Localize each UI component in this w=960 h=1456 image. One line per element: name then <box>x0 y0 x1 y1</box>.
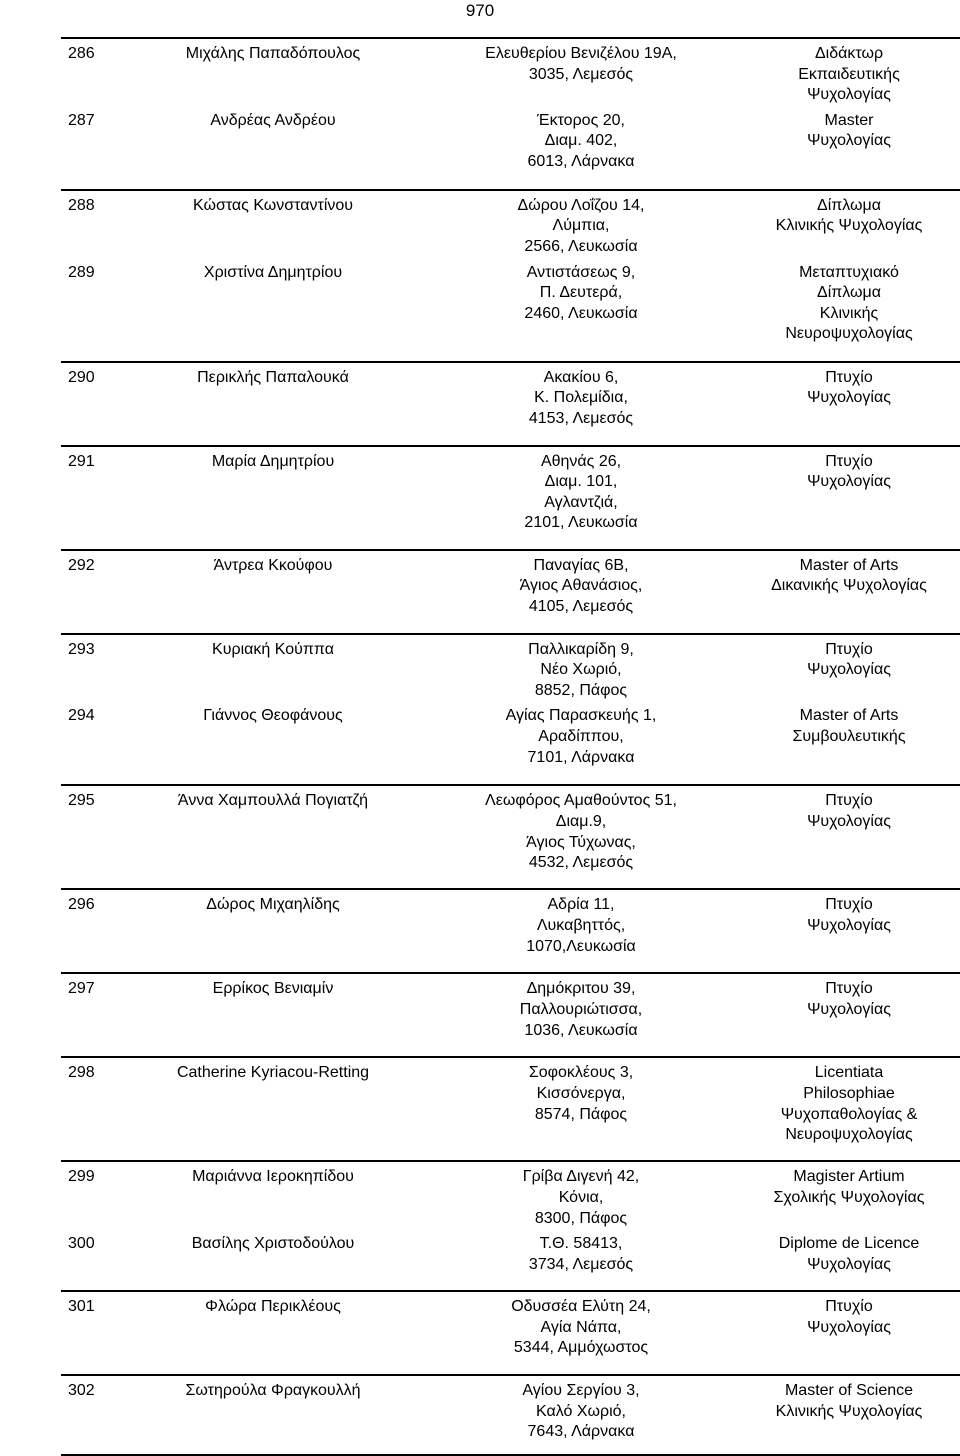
entry-address-line: Αγία Νάπα, <box>540 1318 622 1336</box>
entry-address-line: Άγιος Τύχωνας, <box>526 833 636 851</box>
entry-name <box>120 1229 426 1291</box>
entry-qualification <box>736 701 960 785</box>
entry-address-line: 7101, Λάρνακα <box>527 748 635 766</box>
entry-address <box>426 258 736 362</box>
table-row <box>61 38 960 106</box>
entry-number <box>61 889 120 973</box>
entry-number-line: 298 <box>68 1064 95 1082</box>
entry-qualification <box>736 106 960 190</box>
table-row <box>61 701 960 785</box>
entry-address-line: 8300, Πάφος <box>534 1209 628 1227</box>
entry-qualification <box>736 785 960 889</box>
entry-name <box>120 1057 426 1161</box>
entry-qualification-line: Ψυχολογίας <box>807 1000 891 1018</box>
entry-qualification-line: Ψυχολογίας <box>807 916 891 934</box>
entry-qualification <box>736 1161 960 1229</box>
entry-number-line: 289 <box>68 263 95 281</box>
entry-qualification <box>736 1291 960 1375</box>
page-number: 970 <box>465 1 495 20</box>
entry-name-line: Ερρίκος Βενιαμίν <box>212 980 334 998</box>
entry-address-line: 7643, Λάρνακα <box>527 1423 635 1441</box>
entry-number <box>61 1229 120 1291</box>
entry-qualification-line: Κλινικής Ψυχολογίας <box>775 217 923 235</box>
entry-qualification-line: Δικανικής Ψυχολογίας <box>771 577 927 595</box>
entry-qualification-line: Εκπαιδευτικής <box>798 65 900 83</box>
entry-name-line: Άντρεα Κκούφου <box>213 556 333 574</box>
entry-address-line: Αγίας Παρασκευής 1, <box>505 707 657 725</box>
entry-name-line: Βασίλης Χριστοδούλου <box>191 1235 355 1253</box>
entry-name-line: Κυριακή Κούππα <box>212 640 334 658</box>
entry-number <box>61 1161 120 1229</box>
entry-number <box>61 38 120 106</box>
table-row <box>61 1057 960 1161</box>
entry-name-line: Μαριάννα Ιεροκηπίδου <box>192 1168 354 1186</box>
entry-address-line: Αντιστάσεως 9, <box>526 263 636 281</box>
entry-number-line: 297 <box>68 980 95 998</box>
entry-address-line: Νέο Χωριό, <box>540 661 622 679</box>
entry-name-line: Χριστίνα Δημητρίου <box>203 263 343 281</box>
entry-qualification <box>736 973 960 1057</box>
entry-qualification-line: Master of Arts <box>799 707 899 725</box>
entry-address <box>426 889 736 973</box>
entry-number <box>61 550 120 634</box>
entry-address <box>426 1375 736 1455</box>
entry-address <box>426 1161 736 1229</box>
entry-address-line: Λεωφόρος Αμαθούντος 51, <box>485 792 677 810</box>
entry-qualification-line: Πτυχίο <box>825 792 873 810</box>
entry-address-line: Δημόκριτου 39, <box>526 980 636 998</box>
entry-number-line: 293 <box>68 640 95 658</box>
entry-address-line: Διαμ.9, <box>555 812 607 830</box>
entry-address <box>426 1057 736 1161</box>
entry-address-line: Λύμπια, <box>552 217 610 235</box>
entry-number-line: 294 <box>68 707 95 725</box>
entry-address-line: Σοφοκλέους 3, <box>528 1064 634 1082</box>
entry-address-line: Καλό Χωριό, <box>536 1402 626 1420</box>
table-row <box>61 1229 960 1291</box>
entry-address-line: 2566, Λευκωσία <box>524 237 638 255</box>
entry-name <box>120 1375 426 1455</box>
entry-name-line: Catherine Kyriacou-Retting <box>176 1064 370 1082</box>
table-row <box>61 785 960 889</box>
entry-number <box>61 701 120 785</box>
entry-name <box>120 634 426 702</box>
table-row <box>61 1161 960 1229</box>
entry-name-line: Μιχάλης Παπαδόπουλος <box>185 45 361 62</box>
entry-number-line: 295 <box>68 792 95 810</box>
entry-address-line: Γρίβα Διγενή 42, <box>522 1168 640 1186</box>
entry-address-line: Παλλικαρίδη 9, <box>528 640 634 658</box>
entry-qualification <box>736 1229 960 1291</box>
entry-address <box>426 785 736 889</box>
entry-qualification-line: Συμβουλευτικής <box>792 727 906 745</box>
entry-qualification-line: Νευροψυχολογίας <box>785 325 913 343</box>
entry-number-line: 301 <box>68 1298 95 1316</box>
entry-name <box>120 190 426 258</box>
entry-address-line: Διαμ. 402, <box>544 132 618 150</box>
entry-address <box>426 973 736 1057</box>
entry-number-line: 287 <box>68 111 95 129</box>
entry-address-line: 1036, Λευκωσία <box>524 1021 638 1039</box>
entry-address-line: Αγλαντζιά, <box>544 493 618 511</box>
entry-address-line: Έκτορος 20, <box>537 111 625 129</box>
entry-number-line: 292 <box>68 556 95 574</box>
entry-qualification-line: Ψυχολογίας <box>807 86 891 104</box>
entry-name-line: Φλώρα Περικλέους <box>205 1298 341 1316</box>
entry-address-line: Κισσόνεργα, <box>536 1084 626 1102</box>
entry-address-line: Αδρία 11, <box>547 896 615 914</box>
entry-address-line: Δώρου Λοΐζου 14, <box>517 196 645 214</box>
table-row <box>61 362 960 446</box>
entry-address <box>426 362 736 446</box>
entry-qualification-line: Licentiata <box>814 1064 884 1082</box>
entry-name <box>120 889 426 973</box>
table-row <box>61 446 960 550</box>
entry-number-line: 302 <box>68 1382 95 1400</box>
entry-number-line: 291 <box>68 452 95 470</box>
table-row <box>61 889 960 973</box>
entry-qualification <box>736 38 960 106</box>
entry-address-line: Λυκαβηττός, <box>536 916 626 934</box>
entry-number <box>61 362 120 446</box>
entry-qualification <box>736 258 960 362</box>
entry-qualification-line: Ψυχολογίας <box>807 1318 891 1336</box>
entry-qualification-line: Μεταπτυχιακό <box>799 263 899 281</box>
entry-address-line: 8574, Πάφος <box>534 1105 628 1123</box>
table-row <box>61 258 960 362</box>
entry-qualification <box>736 889 960 973</box>
registry-table <box>61 37 960 1456</box>
table-row <box>61 973 960 1057</box>
entry-qualification <box>736 190 960 258</box>
entry-qualification <box>736 1375 960 1455</box>
entry-number <box>61 258 120 362</box>
entry-address-line: 4153, Λεμεσός <box>528 409 634 427</box>
entry-qualification <box>736 550 960 634</box>
entry-name-line: Σωτηρούλα Φραγκουλλή <box>185 1382 361 1400</box>
entry-address <box>426 446 736 550</box>
entry-number-line: 286 <box>68 45 95 62</box>
entry-address-line: Άγιος Αθανάσιος, <box>519 577 643 595</box>
entry-number-line: 288 <box>68 196 95 214</box>
entry-name-line: Δώρος Μιχαηλίδης <box>206 896 340 914</box>
entry-address-line: Τ.Θ. 58413, <box>539 1235 623 1253</box>
entry-name <box>120 38 426 106</box>
entry-address-line: Παναγίας 6Β, <box>533 556 629 574</box>
entry-qualification-line: Ψυχολογίας <box>807 661 891 679</box>
entry-qualification-line: Πτυχίο <box>825 980 873 998</box>
entry-address-line: 2460, Λευκωσία <box>524 304 638 322</box>
entry-name <box>120 550 426 634</box>
entry-number-line: 290 <box>68 368 95 386</box>
entry-number <box>61 1057 120 1161</box>
entry-address <box>426 550 736 634</box>
entry-number-line: 299 <box>68 1168 95 1186</box>
entry-address-line: Αγίου Σεργίου 3, <box>522 1382 640 1400</box>
entry-address-line: Π. Δευτερά, <box>539 284 623 302</box>
entry-number <box>61 1291 120 1375</box>
entry-name <box>120 1291 426 1375</box>
entry-qualification-line: Κλινικής <box>819 304 879 322</box>
entry-address-line: Ακακίου 6, <box>543 368 619 386</box>
entry-qualification-line: Master of Arts <box>799 556 899 574</box>
entry-address-line: 2101, Λευκωσία <box>524 514 638 532</box>
entry-address-line: 5344, Αμμόχωστος <box>513 1339 649 1357</box>
entry-address-line: Διαμ. 101, <box>544 473 618 491</box>
table-row <box>61 190 960 258</box>
entry-name <box>120 106 426 190</box>
table-row <box>61 1375 960 1455</box>
entry-qualification-line: Ψυχολογίας <box>807 132 891 150</box>
entry-address-line: 3734, Λεμεσός <box>528 1255 634 1273</box>
entry-number <box>61 973 120 1057</box>
entry-qualification-line: Ψυχοπαθολογίας & <box>780 1105 918 1123</box>
entry-number <box>61 785 120 889</box>
entry-qualification-line: Magister Artium <box>793 1168 905 1186</box>
entry-qualification-line: Πτυχίο <box>825 368 873 386</box>
entry-qualification-line: Ψυχολογίας <box>807 812 891 830</box>
entry-qualification-line: Master of Science <box>784 1382 914 1400</box>
entry-qualification-line: Ψυχολογίας <box>807 389 891 407</box>
table-row <box>61 1291 960 1375</box>
entry-qualification-line: Δίπλωμα <box>817 196 881 214</box>
entry-name <box>120 362 426 446</box>
entry-address-line: Παλλουριώτισσα, <box>519 1000 643 1018</box>
entry-qualification-line: Δίπλωμα <box>817 284 881 302</box>
entry-qualification <box>736 634 960 702</box>
entry-qualification-line: Diplome de Licence <box>778 1235 920 1253</box>
entry-qualification-line: Philosophiae <box>803 1084 895 1102</box>
entry-number-line: 300 <box>68 1235 95 1253</box>
entry-qualification-line: Πτυχίο <box>825 1298 873 1316</box>
entry-qualification-line: Νευροψυχολογίας <box>785 1126 913 1144</box>
entry-qualification-line: Σχολικής Ψυχολογίας <box>773 1188 925 1206</box>
entry-address-line: Κ. Πολεμίδια, <box>534 389 628 407</box>
entry-address <box>426 190 736 258</box>
entry-name-line: Κώστας Κωνσταντίνου <box>192 196 354 214</box>
entry-qualification <box>736 362 960 446</box>
entry-name <box>120 1161 426 1229</box>
entry-address <box>426 38 736 106</box>
entry-address-line: 4105, Λεμεσός <box>528 597 634 615</box>
entry-address-line: Ελευθερίου Βενιζέλου 19Α, <box>485 45 677 62</box>
entry-address-line: Αραδίππου, <box>538 727 624 745</box>
entry-name-line: Γιάννος Θεοφάνους <box>203 707 343 725</box>
entry-number <box>61 190 120 258</box>
entry-name <box>120 973 426 1057</box>
entry-address-line: Αθηνάς 26, <box>540 452 622 470</box>
entry-address-line: Κόνια, <box>558 1188 604 1206</box>
entry-address <box>426 106 736 190</box>
entry-qualification-line: Πτυχίο <box>825 452 873 470</box>
entry-name-line: Περικλής Παπαλουκά <box>197 368 349 386</box>
entry-name <box>120 785 426 889</box>
entry-number-line: 296 <box>68 896 95 914</box>
entry-name <box>120 258 426 362</box>
entry-address-line: 3035, Λεμεσός <box>528 65 634 83</box>
entry-number <box>61 106 120 190</box>
entry-number <box>61 446 120 550</box>
entry-qualification-line: Κλινικής Ψυχολογίας <box>775 1402 923 1420</box>
entry-address <box>426 1229 736 1291</box>
entry-name-line: Ανδρέας Ανδρέου <box>210 111 336 129</box>
entry-qualification-line: Ψυχολογίας <box>807 1255 891 1273</box>
entry-name-line: Μαρία Δημητρίου <box>211 452 335 470</box>
entry-qualification-line: Διδάκτωρ <box>814 45 884 62</box>
entry-name-line: Άννα Χαμπουλλά Πογιατζή <box>177 792 369 810</box>
table-row <box>61 550 960 634</box>
entry-name <box>120 446 426 550</box>
table-row <box>61 634 960 702</box>
entry-address <box>426 1291 736 1375</box>
entry-address <box>426 701 736 785</box>
registry-body <box>61 38 960 1455</box>
entry-qualification-line: Πτυχίο <box>825 640 873 658</box>
entry-qualification-line: Πτυχίο <box>825 896 873 914</box>
entry-address-line: Οδυσσέα Ελύτη 24, <box>511 1298 651 1316</box>
entry-address-line: 8852, Πάφος <box>534 681 628 699</box>
entry-qualification <box>736 446 960 550</box>
entry-address-line: 6013, Λάρνακα <box>527 152 635 170</box>
entry-address <box>426 634 736 702</box>
entry-name <box>120 701 426 785</box>
entry-address-line: 1070,Λευκωσία <box>526 937 636 955</box>
entry-address-line: 4532, Λεμεσός <box>528 854 634 872</box>
table-row <box>61 106 960 190</box>
entry-number <box>61 634 120 702</box>
entry-qualification <box>736 1057 960 1161</box>
entry-qualification-line: Ψυχολογίας <box>807 473 891 491</box>
entry-qualification-line: Master <box>824 111 874 129</box>
entry-number <box>61 1375 120 1455</box>
